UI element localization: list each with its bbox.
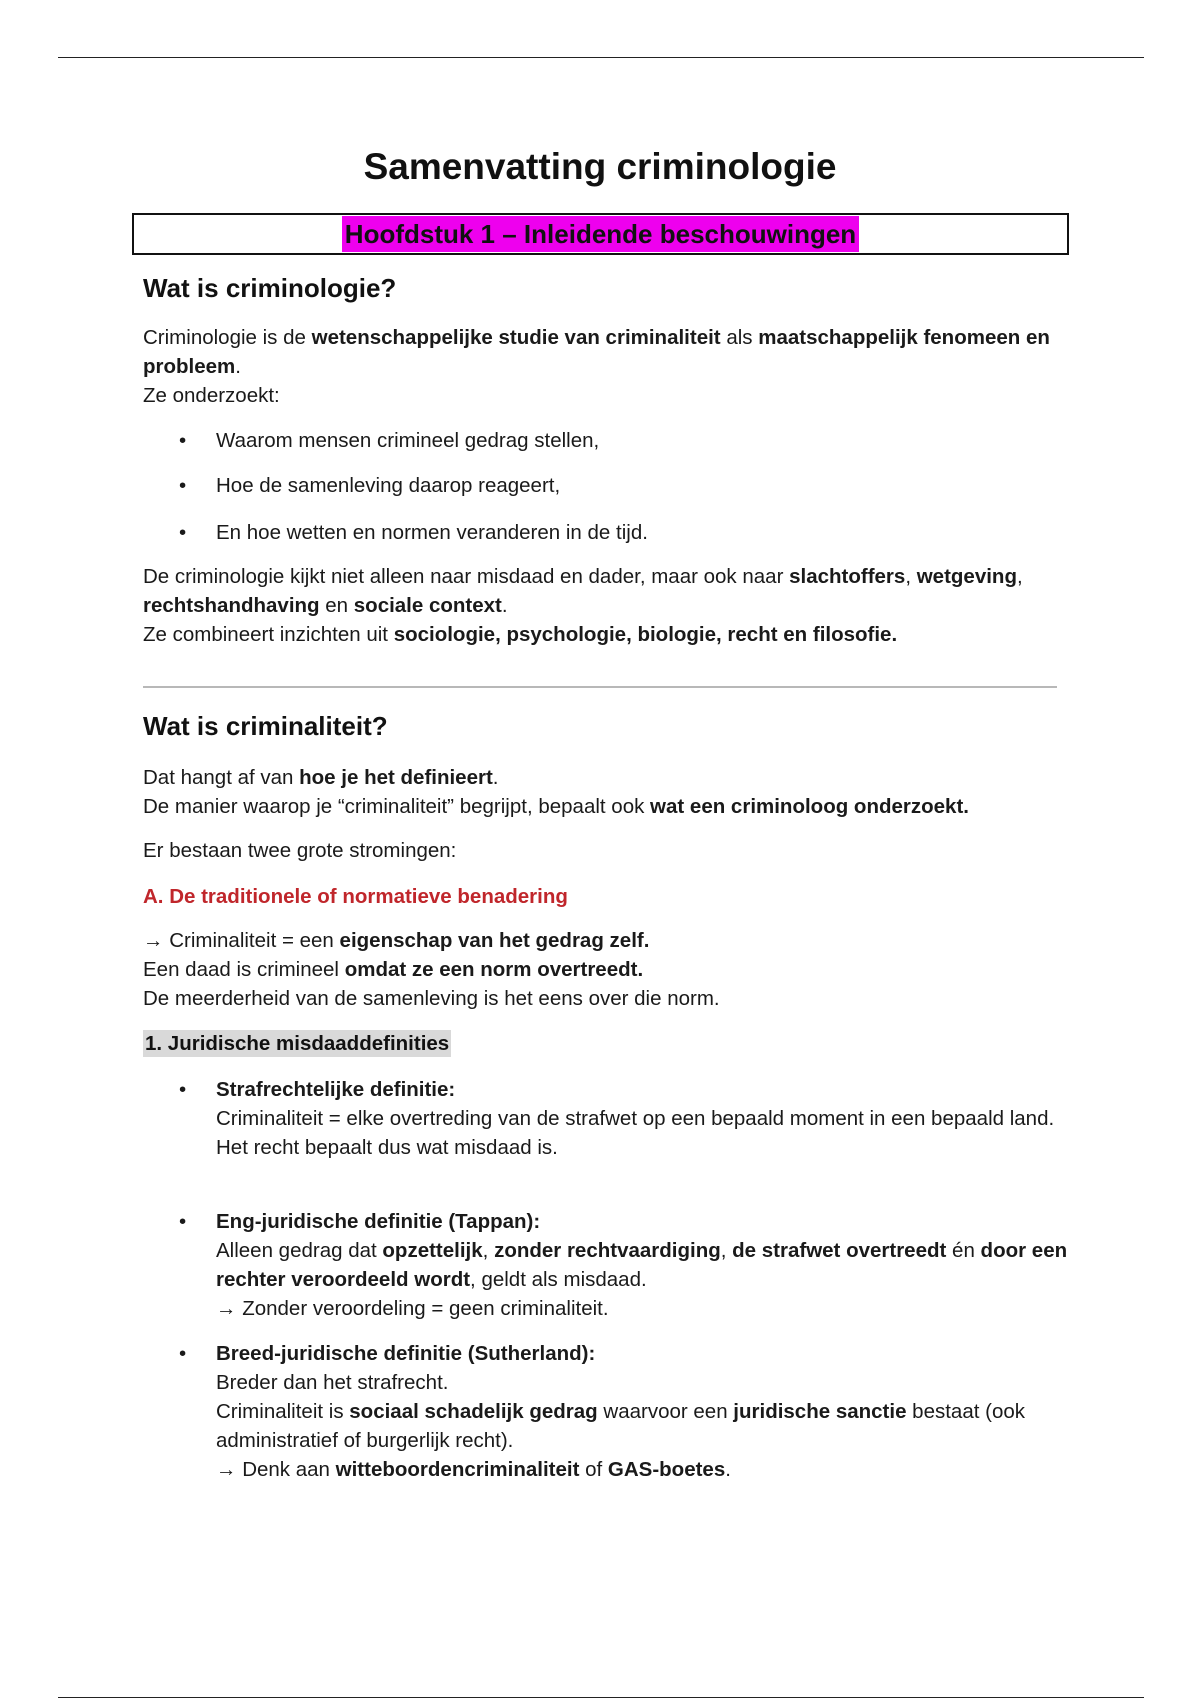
outro-paragraph: De criminologie kijkt niet alleen naar misdaad en dader, maar ook naar slachtoffers, wetgeving, rechtshandhaving en sociale context. Ze combineert inzichten uit sociologie, psychologie, biologie, recht en filosofie. xyxy=(143,565,1023,646)
bullet-icon: • xyxy=(179,429,187,452)
bullet-icon: • xyxy=(179,474,187,497)
bullet-icon: • xyxy=(179,1342,187,1365)
definition-title: Breed-juridische definitie (Sutherland): xyxy=(216,1342,596,1365)
numbered-heading: 1. Juridische misdaaddefinities xyxy=(145,1032,450,1055)
chapter-box xyxy=(132,213,1069,255)
bullet-icon: • xyxy=(179,1210,187,1233)
section-divider xyxy=(143,686,1057,688)
intro-paragraph: Criminologie is de wetenschappelijke studie van criminaliteit als maatschappelijk fenomeen en probleem. Ze onderzoekt: xyxy=(143,326,1050,407)
definition-paragraph: Dat hangt af van hoe je het definieert. De manier waarop je “criminaliteit” begrijpt, bepaalt ook wat een criminoloog onderzoekt. xyxy=(143,766,969,818)
footer-rule xyxy=(58,1697,1144,1698)
section-heading-criminaliteit: Wat is criminaliteit? xyxy=(143,711,388,741)
section-heading-criminologie: Wat is criminologie? xyxy=(143,273,397,303)
definition-title: Eng-juridische definitie (Tappan): xyxy=(216,1210,541,1233)
streams-intro: Er bestaan twee grote stromingen: xyxy=(143,839,457,862)
chapter-heading: Hoofdstuk 1 – Inleidende beschouwingen xyxy=(342,216,859,252)
normative-paragraph: → Criminaliteit = een eigenschap van het gedrag zelf. Een daad is crimineel omdat ze een norm overtreedt. De meerderheid van de samenleving is het eens over die norm. xyxy=(143,929,720,1010)
document-title: Samenvatting criminologie xyxy=(363,146,837,187)
bullet-icon: • xyxy=(179,521,187,544)
subheading-normative: A. De traditionele of normatieve benadering xyxy=(143,885,568,908)
bullet-icon: • xyxy=(179,1078,187,1101)
header-rule xyxy=(58,57,1144,58)
definition-title: Strafrechtelijke definitie: xyxy=(216,1078,456,1101)
